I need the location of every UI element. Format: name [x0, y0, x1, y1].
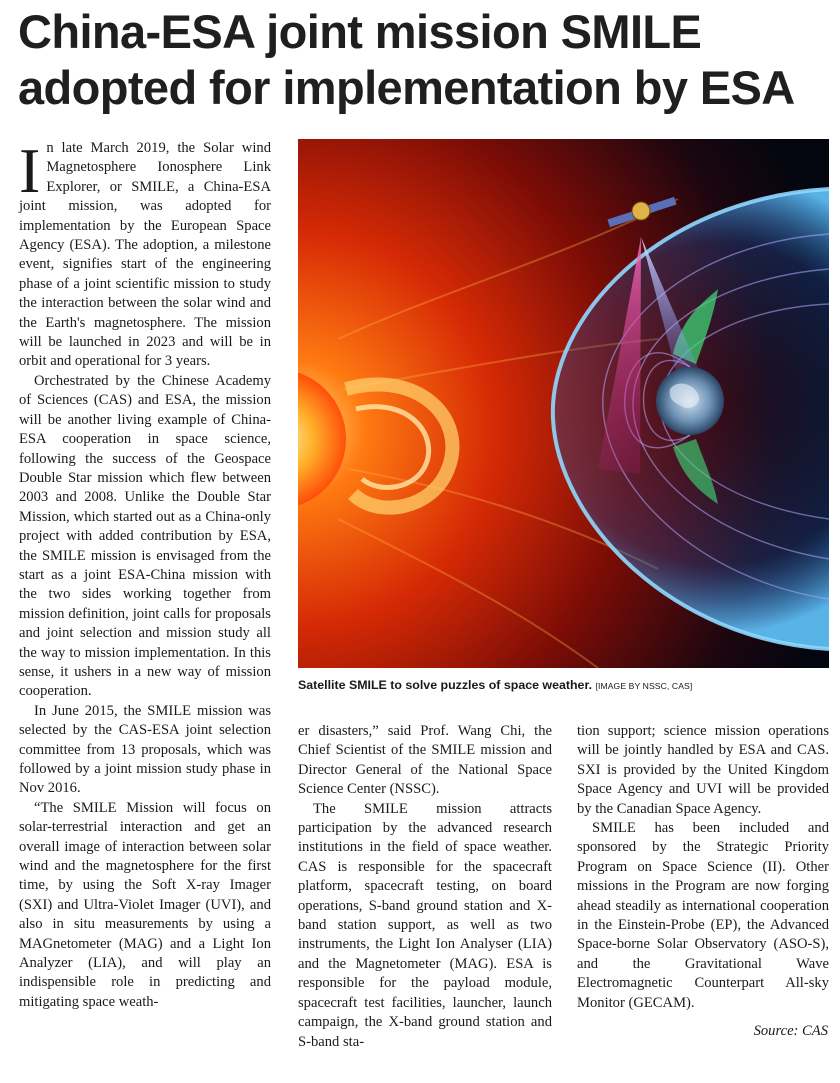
paragraph-4: “The SMILE Mission will focus on solar-terrestrial interaction and get an overall image of interaction between solar wind and the magnetosphere for the first time, by using the Soft X-ray Imager (SXI) and Ultra-Violet Imager (UVI), and also in situ measurements by using a MAGnetometer (MAG) and a Light Ion Analyzer (LIA), and will play an indispensible role in predicting and mitigating space weath- [19, 799, 271, 1010]
article-column-1 [19, 135, 271, 1069]
paragraph-5: The SMILE mission attracts participation by the advanced research institutions in the field of space weather. CAS is responsible for the spacecraft platform, spacecraft testing, on board operations, S-band ground station and X-band station support, as well as two instruments, the Light Ion Analyser (LIA) and the Magnetometer (MAG). ESA is responsible for the payload module, spacecraft test facilities, launcher, launch campaign, the X-band ground station and S-band sta- [298, 800, 552, 1050]
drop-cap: I [19, 135, 41, 206]
article-column-3 [577, 722, 829, 1062]
paragraph-3: In June 2015, the SMILE mission was selected by the CAS-ESA joint selection committee from 13 proposals, which was followed by a joint mission study phase in Nov 2016. [19, 702, 271, 797]
paragraph-5-continued: tion support; science mission operations will be jointly handled by ESA and CAS. SXI is provided by the United Kingdom Space Agency and UVI will be provided by the Canadian Space Agency. [577, 723, 829, 817]
source-credit: Source: CAS [753, 1023, 828, 1039]
paragraph-4-continued: er disasters,” said Prof. Wang Chi, the Chief Scientist of the SMILE mission and Director General of the National Space Science Center (NSSC). [298, 723, 552, 798]
caption-text: Satellite SMILE to solve puzzles of space weather. [298, 678, 593, 692]
caption-credit: [IMAGE BY NSSC, CAS] [595, 681, 693, 691]
sun-earth-magnetosphere-illustration [298, 139, 829, 668]
figure-caption [298, 677, 829, 694]
paragraph-6: SMILE has been included and sponsored by the Strategic Priority Program on Space Science (II). Other missions in the Program are now forging ahead steadily as international cooperation in the Einstein-Probe (EP), the Advanced Space-borne Solar Observatory (ASO-S), and the Gravitational Wave Electromagnetic Counterpart All-sky Monitor (GECAM). [577, 820, 829, 1011]
paragraph-2: Orchestrated by the Chinese Academy of Sciences (CAS) and ESA, the mission will be another living example of China-ESA cooperation in space science, following the success of the Geospace Double Star mission which flew between 2003 and 2008. Unlike the Double Star Mission, which started out as a China-only project with added contribution by ESA, the SMILE mission is envisaged from the start as a joint ESA-China mission with the two sides working together from mission definition, joint calls for proposals and joint selection and mission study all the way to mission implementation. In this sense, it ushers in a new way of mission cooperation. [19, 372, 271, 700]
headline: China-ESA joint mission SMILE adopted for implementation by ESA [18, 5, 795, 114]
article-figure [298, 139, 829, 668]
article-column-2 [298, 722, 552, 1062]
paragraph-1: In late March 2019, the Solar wind Magnetosphere Ionosphere Link Explorer, or SMILE, a China-ESA joint mission, was adopted for implementation by the European Space Agency (ESA). The adoption, a milestone event, signifies start of the engineering phase of a joint scientific mission to study the interaction between the solar wind and the Earth's magnetosphere. The mission will be launched in 2023 and will be in orbit and operational for 3 years. [19, 135, 271, 370]
